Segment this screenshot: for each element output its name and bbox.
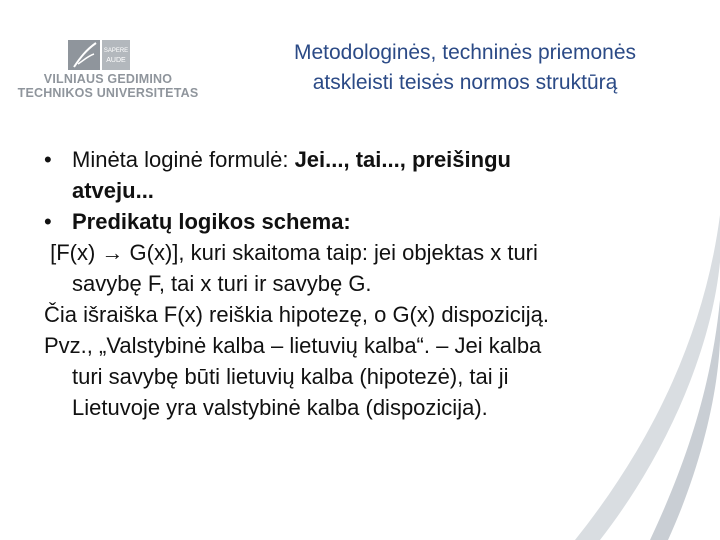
bullet-marker: • xyxy=(44,209,52,234)
example-line-1: Pvz., „Valstybinė kalba – lietuvių kalba“. – Jei kalba xyxy=(44,333,542,358)
bullet-item-1-prefix: Minėta loginė formulė: xyxy=(72,147,295,172)
explanation-paragraph: Čia išraiška F(x) reiškia hipotezę, o G(x) dispoziciją. xyxy=(44,302,549,327)
example-line-3: Lietuvoje yra valstybinė kalba (dispozicija). xyxy=(72,395,488,420)
bullet-marker: • xyxy=(44,147,52,172)
bullet-item-1-bold-2: atveju... xyxy=(72,178,154,203)
title-line-2: atskleisti teisės normos struktūrą xyxy=(312,71,618,94)
formula-line-1: [F(x) → G(x)], kuri skaitoma taip: jei objektas x turi xyxy=(44,240,538,265)
formula-paragraph xyxy=(44,237,704,299)
bullet-item-1-bold-1: Jei..., tai..., preišingu xyxy=(294,147,511,172)
slide-content xyxy=(44,144,704,423)
bullet-item-predicate xyxy=(44,206,704,237)
logo-mark-icon xyxy=(68,40,130,70)
logo-line-2: TECHNIKOS UNIVERSITETAS xyxy=(17,86,199,100)
university-logo xyxy=(8,38,208,100)
bullet-item-formula xyxy=(44,144,704,206)
formula-line-2: savybę F, tai x turi ir savybę G. xyxy=(72,271,372,296)
logo-mark-text-2: AUDE xyxy=(106,57,126,64)
logo-mark-text-1: SAPERE xyxy=(103,48,129,54)
example-paragraph xyxy=(44,330,704,423)
logo-line-1: VILNIAUS GEDIMINO xyxy=(43,72,173,86)
example-line-2: turi savybę būti lietuvių kalba (hipotezė), tai ji xyxy=(72,364,509,389)
bullet-item-2-bold: Predikatų logikos schema: xyxy=(72,209,351,234)
slide-title xyxy=(220,38,710,98)
title-line-1: Metodologinės, techninės priemonės xyxy=(293,41,637,64)
